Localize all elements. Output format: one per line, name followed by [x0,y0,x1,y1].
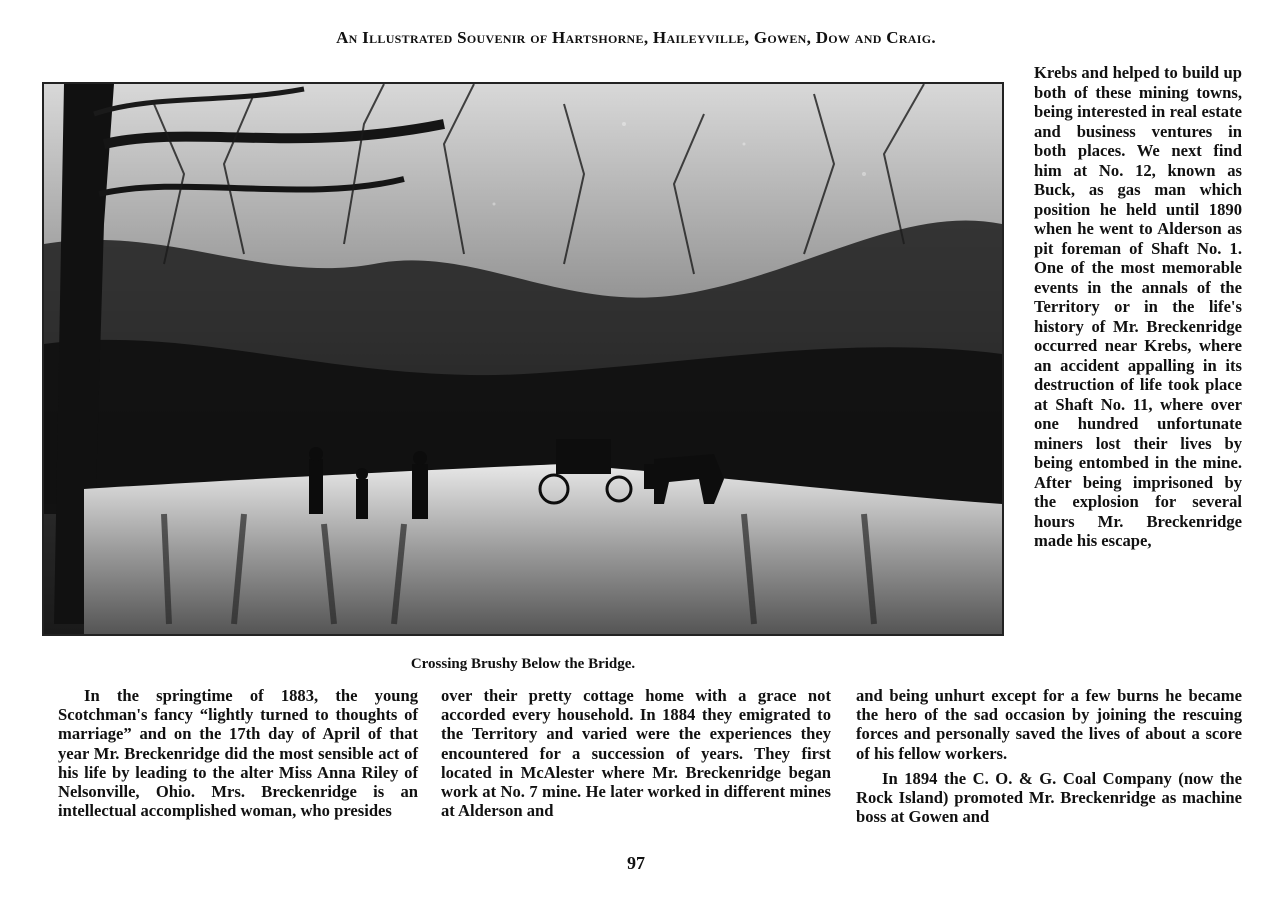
figure-caption: Crossing Brushy Below the Bridge. [410,656,636,672]
page-number: 97 [627,853,645,873]
photo-creek-crossing [42,82,1004,636]
page-header: An Illustrated Souvenir of Hartshorne, Haileyville, Gowen, Dow and Craig. [336,28,936,47]
column-2-paragraph: over their pretty cottage home with a grace not accorded every household. In 1884 they emigrated to the Territory and varied were the experiences they encountered for a succession of years. They first located in McAlester where Mr. Breckenridge began work at No. 7 mine. He later worked in different mines at Alderson and [441,686,831,821]
column-2 [441,686,831,820]
column-1 [58,686,418,820]
column-3-paragraph: In 1894 the C. O. & G. Coal Company (now the Rock Island) promoted Mr. Breckenridge as machine boss at Gowen and [856,768,1242,827]
side-column-text: Krebs and helped to build up both of these mining towns, being interested in real estate and business ventures in both places. We next find him at No. 12, known as Buck, as gas man which position he held until 1890 when he went to Alderson as pit foreman of Shaft No. 1. One of the most memorable events in the annals of the Territory or in the life's history of Mr. Breckenridge occurred near Krebs, where an accident appalling in its destruction of life took place at Shaft No. 11, where over one hundred unfortunate miners lost their lives by being entombed in the mine. After being imprisoned by the explosion for several hours Mr. Breckenridge made his escape, [1034,63,1242,550]
column-3-continuation: and being unhurt except for a few burns he became the hero of the sad occasion by joining the rescuing forces and personally saved the lives of about a score of his fellow workers. [856,686,1242,763]
column-1-paragraph: In the springtime of 1883, the young Scotchman's fancy “lightly turned to thoughts of marriage” and on the 17th day of April of that year Mr. Breckenridge did the most sensible act of his life by leading to the alter Miss Anna Riley of Nelsonville, Ohio. Mrs. Breckenridge is an intellectual accomplished woman, who presides [58,686,418,821]
column-3 [856,686,1242,826]
